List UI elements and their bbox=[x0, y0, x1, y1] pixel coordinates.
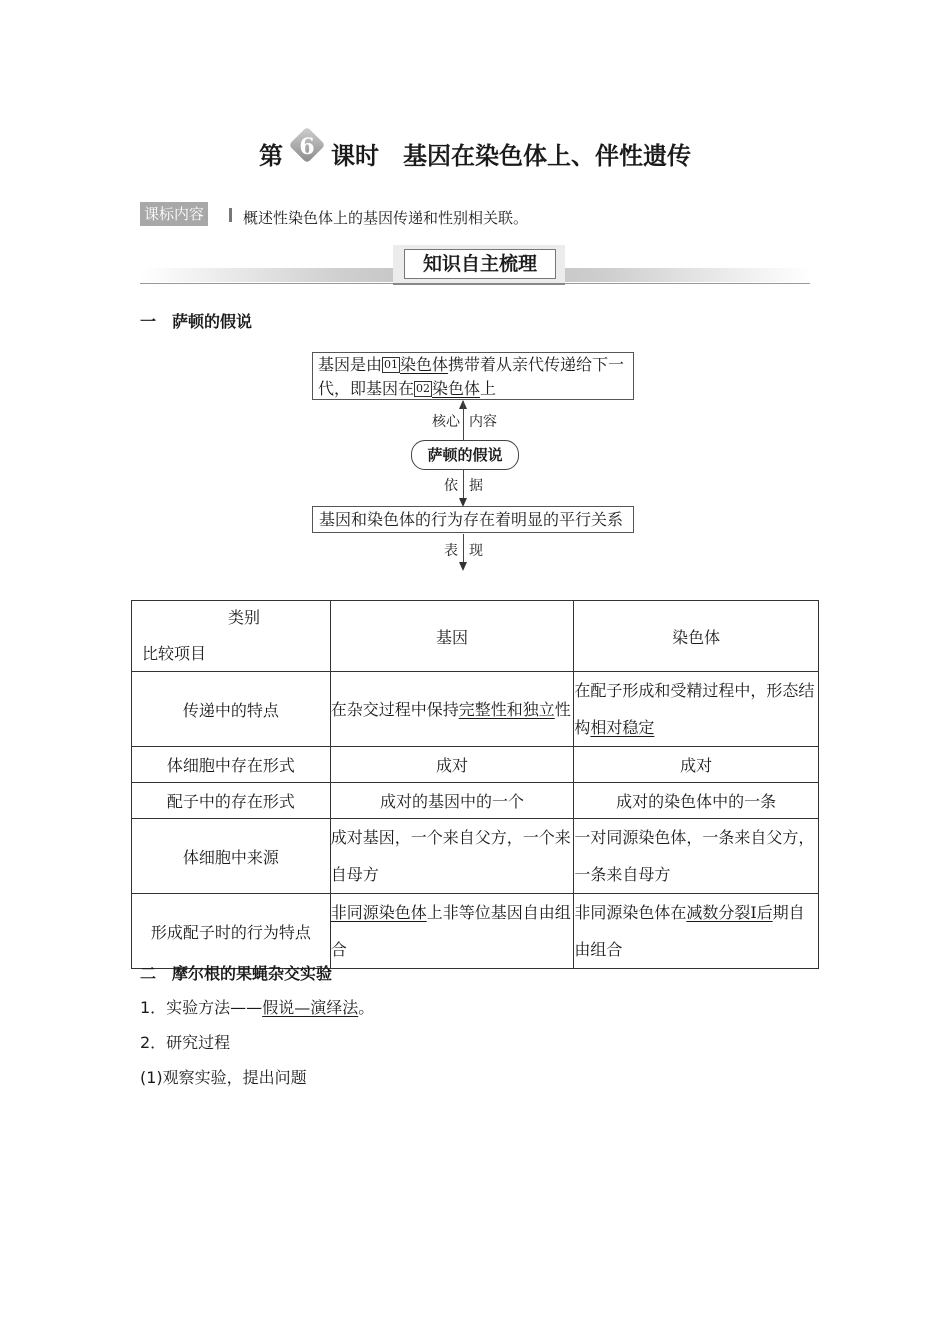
label-show-right: 现 bbox=[469, 543, 483, 559]
section1-heading: 一 萨顿的假说 bbox=[140, 312, 253, 331]
header-gene: 基因 bbox=[330, 601, 574, 672]
header-category: 类别 bbox=[228, 608, 261, 627]
row-label: 形成配子时的行为特点 bbox=[132, 894, 331, 969]
gene-cell: 在杂交过程中保持完整性和独立性 bbox=[330, 672, 574, 747]
content-line-1: 基因是由 01 染色体携带着从亲代传递给下一 bbox=[318, 355, 625, 374]
title-suffix: 课时 基因在染色体上、伴性遗传 bbox=[331, 141, 691, 170]
row-label: 配子中的存在形式 bbox=[132, 783, 331, 819]
answer-mark-02: 02 bbox=[416, 382, 431, 395]
answer-mark-01: 01 bbox=[384, 358, 399, 371]
hypothesis-center-node: 萨顿的假说 bbox=[411, 440, 519, 470]
standard-badge: 课标内容 bbox=[140, 202, 208, 226]
parallel-relation-box: 基因和染色体的行为存在着明显的平行关系 bbox=[312, 506, 634, 533]
chromosome-cell: 一对同源染色体，一条来自父方，一条来自母方 bbox=[574, 819, 819, 894]
comparison-table bbox=[131, 600, 819, 969]
answer-underline: 相对稳定 bbox=[590, 718, 655, 737]
table-header-row bbox=[132, 601, 819, 672]
table-row bbox=[132, 894, 819, 969]
standard-text: 概述性染色体上的基因传递和性别相关联。 bbox=[243, 209, 529, 227]
hypothesis-content-box bbox=[312, 352, 634, 400]
answer-02: 染色体 bbox=[432, 379, 481, 398]
answer-underline: 非同源染色体 bbox=[330, 903, 427, 922]
chromosome-cell: 成对 bbox=[574, 747, 819, 783]
label-basis-right: 据 bbox=[469, 478, 483, 494]
title-prefix: 第 bbox=[259, 141, 283, 170]
label-core-right: 内容 bbox=[469, 414, 497, 430]
header-compare-item: 比较项目 bbox=[142, 644, 207, 663]
table-row bbox=[132, 819, 819, 894]
chromosome-cell: 成对的染色体中的一条 bbox=[574, 783, 819, 819]
chromosome-cell: 非同源染色体在减数分裂Ⅰ后期自由组合 bbox=[574, 894, 819, 969]
section-banner: 知识自主梳理 bbox=[404, 249, 556, 279]
lesson-number-badge bbox=[287, 130, 327, 170]
label-basis-left: 依 bbox=[444, 478, 458, 494]
row-label: 体细胞中来源 bbox=[132, 819, 331, 894]
content-line-2: 代，即基因在 02 染色体上 bbox=[318, 379, 497, 398]
answer-underline: 假说—演绎法 bbox=[262, 998, 359, 1017]
table-row bbox=[132, 747, 819, 783]
label-show-left: 表 bbox=[444, 543, 458, 559]
gene-cell: 成对基因，一个来自父方，一个来自母方 bbox=[330, 819, 574, 894]
gene-cell: 成对 bbox=[330, 747, 574, 783]
gene-cell: 非同源染色体上非等位基因自由组合 bbox=[330, 894, 574, 969]
process-line: 2．研究过程 bbox=[140, 1033, 231, 1052]
observe-line: (1)观察实验，提出问题 bbox=[140, 1068, 307, 1087]
method-line: 1．实验方法——假说—演绎法。 bbox=[140, 998, 375, 1017]
row-label: 传递中的特点 bbox=[132, 672, 331, 747]
answer-underline: 完整性和独立 bbox=[458, 699, 555, 719]
header-chromosome: 染色体 bbox=[574, 601, 819, 672]
label-core-left: 核心 bbox=[432, 414, 460, 430]
arrow-down-icon bbox=[459, 562, 467, 571]
section2-heading: 二 摩尔根的果蝇杂交实验 bbox=[140, 964, 333, 983]
standard-separator bbox=[229, 208, 232, 222]
table-row bbox=[132, 672, 819, 747]
table-row bbox=[132, 783, 819, 819]
connector-line bbox=[463, 534, 464, 564]
table-header-diagonal-cell bbox=[132, 601, 331, 672]
page-title bbox=[0, 130, 950, 181]
connector-line bbox=[463, 401, 464, 441]
chromosome-cell: 在配子形成和受精过程中，形态结构相对稳定 bbox=[574, 672, 819, 747]
answer-01: 染色体 bbox=[400, 355, 449, 374]
lesson-number: 6 bbox=[299, 134, 315, 160]
row-label: 体细胞中存在形式 bbox=[132, 747, 331, 783]
answer-underline: 减数分裂Ⅰ后 bbox=[686, 903, 773, 922]
gene-cell: 成对的基因中的一个 bbox=[330, 783, 574, 819]
